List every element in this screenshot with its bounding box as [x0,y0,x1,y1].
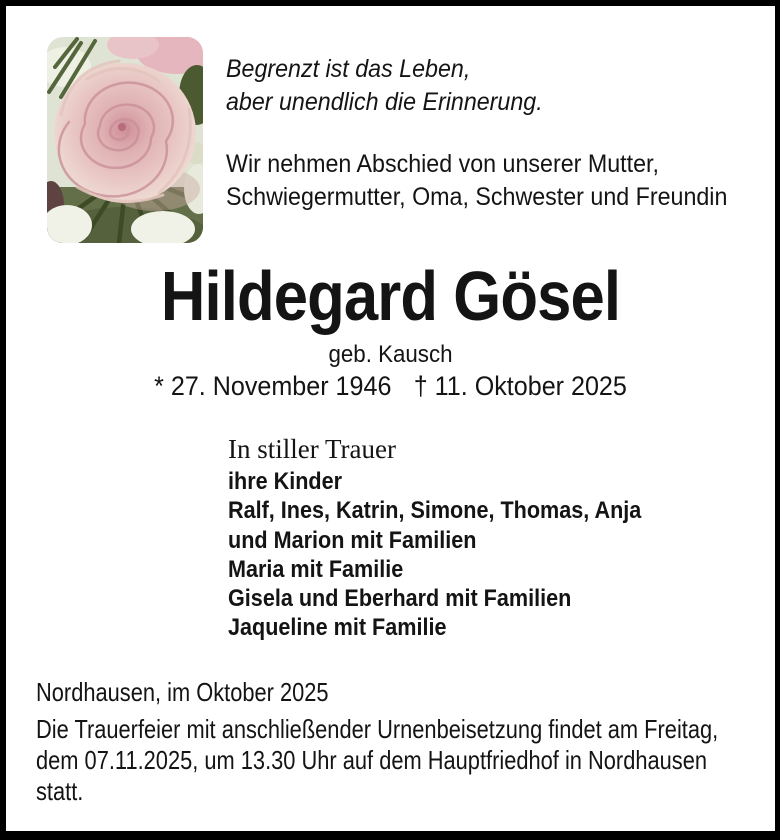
quote-line-2: aber unendlich die Erinnerung. [226,88,543,116]
mourner-line: Jaqueline mit Familie [228,614,447,642]
birth-date: * 27. November 1946 [154,371,392,401]
intro-line-1: Wir nehmen Abschied von unserer Mutter, [226,150,659,178]
death-date: † 11. Oktober 2025 [413,371,627,401]
funeral-line-3: statt. [36,776,84,806]
mourner-line: und Marion mit Familien [228,526,477,554]
place-date: Nordhausen, im Oktober 2025 [36,677,329,707]
deceased-name: Hildegard Gösel [160,257,621,335]
mourner-line: ihre Kinder [228,468,343,495]
mourner-line: Maria mit Familie [228,555,404,583]
rose-photo [47,37,203,243]
rose-photo-illustration [47,37,203,243]
life-dates [33,370,748,402]
obituary-sheet [6,6,775,831]
mourner-line: Ralf, Ines, Katrin, Simone, Thomas, Anja [228,497,642,525]
intro-block [226,148,727,214]
rose-core [118,123,126,131]
funeral-line-2: dem 07.11.2025, um 13.30 Uhr auf dem Hauptfriedhof in Nordhausen [36,745,708,775]
intro-line-2: Schwiegermutter, Oma, Schwester und Freundin [226,183,728,211]
quote-block [226,53,543,119]
maiden-name: geb. Kausch [328,341,453,368]
funeral-line-1: Die Trauerfeier mit anschließender Urnenbeisetzung findet am Freitag, [36,714,719,744]
mourners-list [228,467,641,643]
mourning-heading: In stiller Trauer [228,434,396,464]
mourner-line: Gisela und Eberhard mit Familien [228,585,572,613]
funeral-info [36,714,718,807]
quote-line-1: Begrenzt ist das Leben, [226,55,471,83]
